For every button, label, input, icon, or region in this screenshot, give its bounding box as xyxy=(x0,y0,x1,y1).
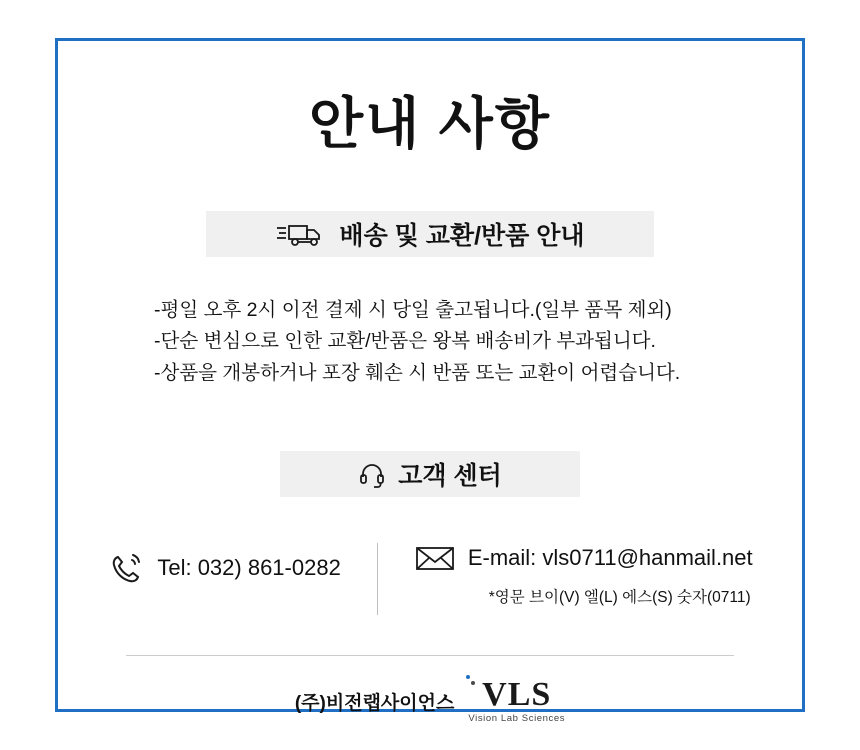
shipping-policy-list xyxy=(58,295,802,390)
vls-logo xyxy=(468,678,565,724)
notice-card xyxy=(55,38,805,725)
logo-mark-text: VLS xyxy=(482,676,552,714)
contact-email xyxy=(378,543,753,607)
contact-row xyxy=(58,543,802,615)
company-name: (주)비전랩사이언스 xyxy=(294,692,455,714)
logo-dots-icon xyxy=(466,675,475,687)
contact-phone xyxy=(107,543,376,587)
page-title: 안내 사항 xyxy=(309,92,551,155)
email-note: *영문 브이(V) 엘(L) 에스(S) 숫자(0711) xyxy=(488,589,751,607)
footer xyxy=(58,678,802,724)
envelope-icon xyxy=(414,543,456,573)
delivery-truck-icon xyxy=(275,218,327,250)
list-item: -상품을 개봉하거나 포장 훼손 시 반품 또는 교환이 어렵습니다. xyxy=(154,361,681,384)
footer-divider xyxy=(126,655,734,656)
list-item: -단순 변심으로 인한 교환/반품은 왕복 배송비가 부과됩니다. xyxy=(154,330,656,353)
shipping-section-header xyxy=(206,211,654,257)
phone-number-text: Tel: 032) 861-0282 xyxy=(157,555,341,581)
headset-icon xyxy=(358,460,386,488)
phone-icon xyxy=(107,549,145,587)
customer-center-header xyxy=(280,451,580,497)
shipping-section-label: 배송 및 교환/반품 안내 xyxy=(339,221,585,250)
logo-subtitle-text: Vision Lab Sciences xyxy=(468,713,566,725)
email-address-text: E-mail: vls0711@hanmail.net xyxy=(467,545,753,571)
list-item: -평일 오후 2시 이전 결제 시 당일 출고됩니다.(일부 품목 제외) xyxy=(154,298,672,321)
customer-center-label: 고객 센터 xyxy=(398,462,502,491)
email-line xyxy=(414,543,753,573)
